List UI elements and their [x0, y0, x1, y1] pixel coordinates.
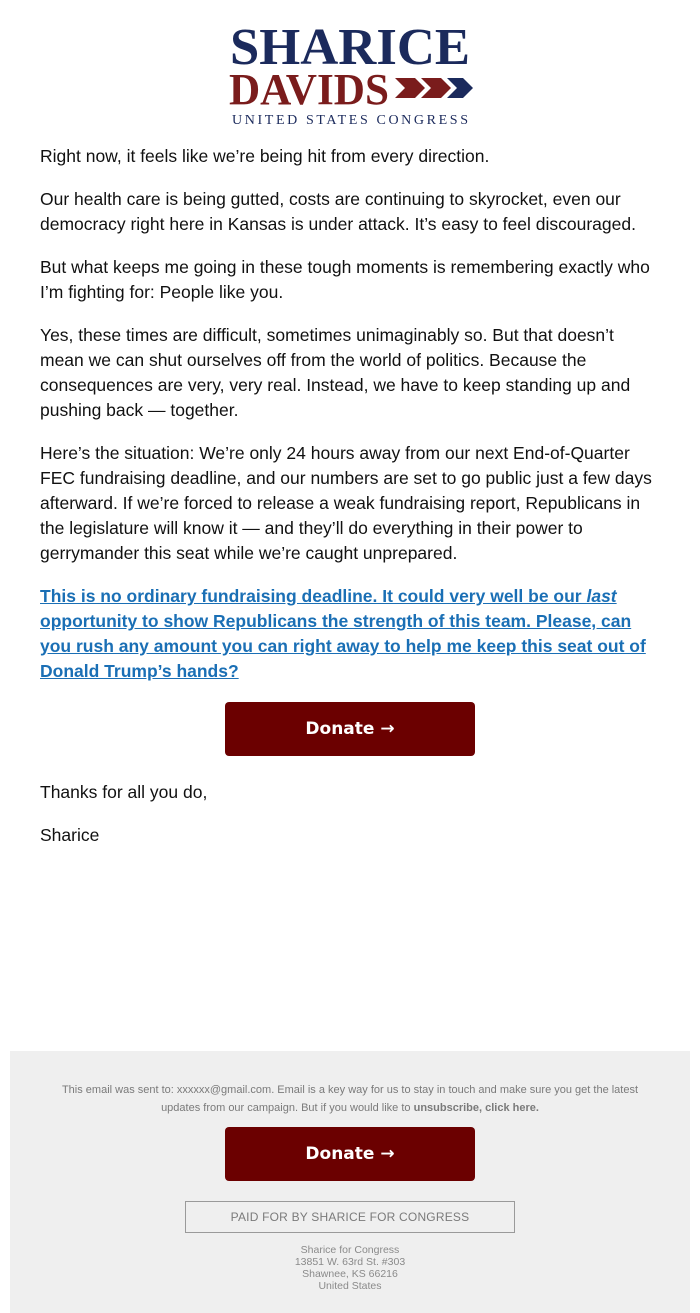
sent-middle: . Email is a key way for us to stay in touch and make sure you get the latest updates from our campaign. But if you would like to: [161, 1084, 639, 1114]
logo-graphic: [225, 18, 475, 130]
logo-line-congress: UNITED STATES CONGRESS: [232, 113, 468, 128]
cta-paragraph: [40, 584, 660, 684]
cta-text-start: This is no ordinary fundraising deadline. It could very well be our: [40, 586, 587, 606]
unsubscribe-link[interactable]: unsubscribe, click here.: [413, 1102, 539, 1114]
address-line: Sharice for Congress: [300, 1244, 400, 1256]
paragraph-3: But what keeps me going in these tough moments is remembering exactly who I’m fighting for: People like you.: [40, 257, 650, 302]
paragraph-2: Our health care is being gutted, costs are continuing to skyrocket, even our democracy right here in Kansas is under attack. It’s easy to feel discouraged.: [40, 189, 636, 234]
paid-for-disclaimer: PAID FOR BY SHARICE FOR CONGRESS: [185, 1201, 515, 1233]
sent-prefix: This email was sent to:: [61, 1084, 177, 1096]
footer-notice: [50, 1081, 650, 1117]
donate-button[interactable]: Donate →: [225, 702, 475, 756]
logo-line-davids: DAVIDS: [229, 65, 389, 114]
campaign-logo: [0, 18, 700, 130]
signoff: Thanks for all you do,: [40, 782, 208, 802]
paragraph-1: Right now, it feels like we’re being hit from every direction.: [40, 146, 490, 166]
signature: Sharice: [40, 825, 100, 845]
paragraph-4: Yes, these times are difficult, sometimes unimaginably so. But that doesn’t mean we can shut ourselves off from the world of politics. Because the consequences are very, very real. Instead, we have to keep standing up and pushing back — together.: [40, 325, 631, 420]
email-footer: [10, 1051, 690, 1313]
footer-donate-button[interactable]: Donate →: [225, 1127, 475, 1181]
mailing-address: [10, 1244, 690, 1292]
paragraph-5: Here’s the situation: We’re only 24 hours away from our next End-of-Quarter FEC fundraising deadline, and our numbers are set to go public just a few days afterward. If we’re forced to release a weak fundraising report, Republicans in the legislature will know it — and they’ll do everything in their power to gerrymander this seat while we’re caught unprepared.: [40, 443, 652, 563]
logo-line-sharice: SHARICE: [230, 19, 470, 76]
chevron-arrows-icon: [395, 78, 473, 98]
cta-text-end: opportunity to show Republicans the strength of this team. Please, can you rush any amount you can right away to help me keep this seat out of Donald Trump’s hands?: [40, 611, 646, 681]
address-line: United States: [318, 1280, 382, 1292]
address-line: 13851 W. 63rd St. #303: [294, 1256, 406, 1268]
cta-text-emphasis: last: [586, 586, 617, 606]
email-body: [40, 144, 660, 866]
donation-appeal-link[interactable]: [40, 586, 646, 681]
recipient-email: xxxxxx@gmail.com: [176, 1084, 272, 1096]
address-line: Shawnee, KS 66216: [302, 1268, 398, 1280]
